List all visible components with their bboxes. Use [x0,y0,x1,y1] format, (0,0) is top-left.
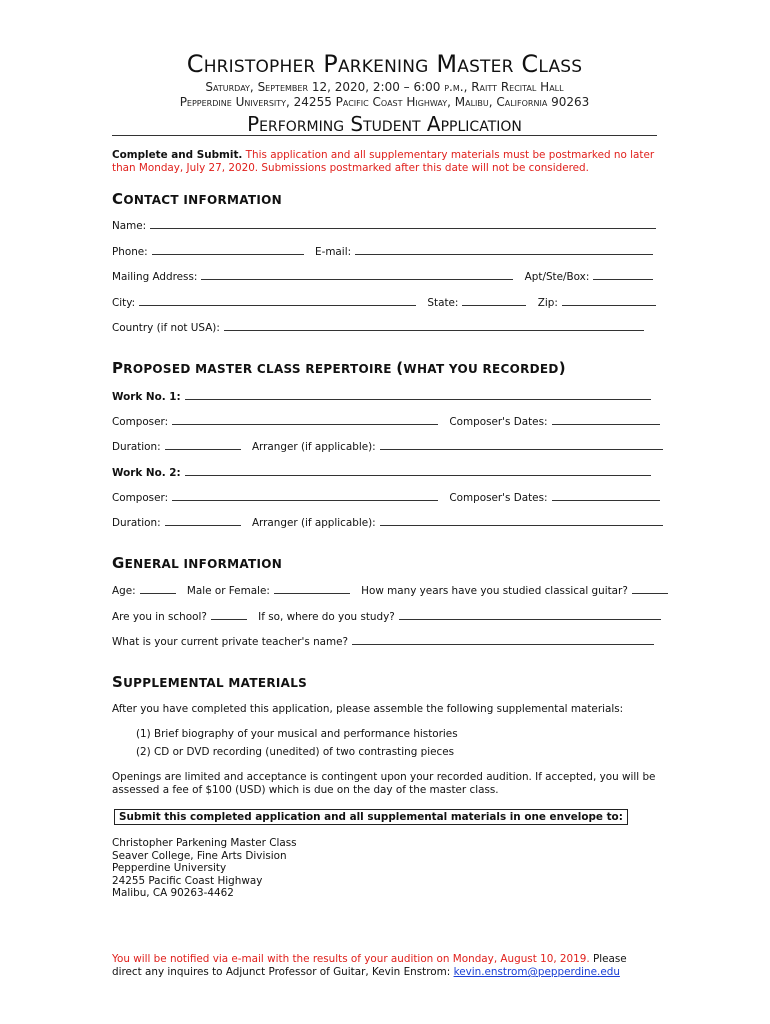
event-date-line: Saturday, September 12, 2020, 2:00 – 6:00 p.m., Raitt Recital Hall [205,80,564,94]
application-title: Performing Student Application [247,112,522,136]
name-label: Name: [112,220,147,232]
teacher-row [112,634,657,648]
mailing-row [112,269,657,283]
duration1-label: Duration: [112,441,161,453]
composer1-dates-label: Composer's Dates: [449,416,548,428]
work2-row [112,465,657,479]
mailing-field[interactable] [201,269,513,280]
composer2-dates-label: Composer's Dates: [449,492,548,504]
event-location-line: Pepperdine University, 24255 Pacific Coast Highway, Malibu, California 90263 [179,95,590,109]
work2-field[interactable] [185,465,651,476]
work1-row [112,389,657,403]
teacher-label: What is your current private teacher's name? [112,636,349,648]
composer1-dates-field[interactable] [552,414,660,425]
age-label: Age: [112,585,136,597]
composer2-label: Composer: [112,492,169,504]
mailing-address [112,837,297,900]
country-row [112,320,657,334]
city-row [112,295,657,309]
phone-email-row [112,244,657,258]
where-label: If so, where do you study? [258,611,395,623]
school-label: Are you in school? [112,611,207,623]
composer2-row [112,490,657,504]
work1-label: Work No. 1: [112,391,181,403]
years-field[interactable] [632,583,668,594]
footer-notice [112,953,657,979]
duration2-row [112,515,657,529]
intro-bold: Complete and Submit. [112,149,243,161]
repertoire-heading: PROPOSED MASTER CLASS REPERTOIRE (WHAT YOU RECORDED) [112,359,566,377]
age-field[interactable] [140,583,176,594]
supplemental-item: (2) CD or DVD recording (unedited) of two contrasting pieces [136,746,454,758]
years-label: How many years have you studied classical guitar? [361,585,628,597]
supplemental-item: (1) Brief biography of your musical and performance histories [136,728,458,740]
phone-label: Phone: [112,246,148,258]
duration1-field[interactable] [165,439,241,450]
contact-email-link[interactable]: kevin.enstrom@pepperdine.edu [453,966,620,978]
page-title: Christopher Parkening Master Class [186,50,583,78]
city-field[interactable] [139,295,416,306]
contact-heading: CONTACT INFORMATION [112,190,283,208]
email-field[interactable] [355,244,653,255]
contact-text: Please direct any inquires to Adjunct Professor of Guitar, Kevin Enstrom: [112,953,627,978]
supplemental-heading: SUPPLEMENTAL MATERIALS [112,673,308,691]
duration1-row [112,439,657,453]
country-field[interactable] [224,320,644,331]
zip-field[interactable] [562,295,656,306]
arranger2-field[interactable] [380,515,663,526]
mailing-label: Mailing Address: [112,271,198,283]
school-row [112,609,657,623]
intro-notice [112,149,657,175]
openings-note: Openings are limited and acceptance is contingent upon your recorded audition. If accepted, you will be assessed a fee of $100 (USD) which is due on the day of the master class. [112,771,656,796]
name-row [112,218,657,232]
address-line: Christopher Parkening Master Class [112,837,297,849]
arranger1-label: Arranger (if applicable): [251,441,376,453]
work1-field[interactable] [185,389,651,400]
header-divider [112,135,657,136]
composer1-field[interactable] [172,414,438,425]
address-line: 24255 Pacific Coast Highway [112,874,263,887]
email-label: E-mail: [315,246,352,258]
composer1-label: Composer: [112,416,169,428]
apt-label: Apt/Ste/Box: [524,271,590,283]
notification-text: You will be notified via e-mail with the results of your audition on Monday, August 10, 2019. [112,953,590,965]
gender-label: Male or Female: [186,585,270,597]
teacher-field[interactable] [352,634,654,645]
address-line: Seaver College, Fine Arts Division [112,849,287,862]
state-field[interactable] [462,295,526,306]
duration2-label: Duration: [112,517,161,529]
submit-instruction: Submit this completed application and all supplemental materials in one envelope to: [114,809,628,825]
apt-field[interactable] [593,269,653,280]
gender-field[interactable] [274,583,350,594]
supplemental-intro: After you have completed this application, please assemble the following supplemental materials: [112,703,624,715]
intro-deadline: This application and all supplementary materials must be postmarked no later than Monday, July 27, 2020. Submissions postmarked after this date will not be considered. [112,149,655,174]
phone-field[interactable] [152,244,304,255]
duration2-field[interactable] [165,515,241,526]
zip-label: Zip: [537,297,558,309]
work2-label: Work No. 2: [112,467,181,479]
school-field[interactable] [211,609,247,620]
composer1-row [112,414,657,428]
city-label: City: [112,297,136,309]
age-row [112,583,657,597]
arranger1-field[interactable] [380,439,663,450]
general-heading: GENERAL INFORMATION [112,554,283,572]
country-label: Country (if not USA): [112,322,220,334]
where-field[interactable] [399,609,661,620]
arranger2-label: Arranger (if applicable): [251,517,376,529]
composer2-field[interactable] [172,490,438,501]
address-line: Pepperdine University [112,862,227,875]
state-label: State: [427,297,459,309]
address-line: Malibu, CA 90263-4462 [112,887,234,900]
name-field[interactable] [150,218,656,229]
composer2-dates-field[interactable] [552,490,660,501]
